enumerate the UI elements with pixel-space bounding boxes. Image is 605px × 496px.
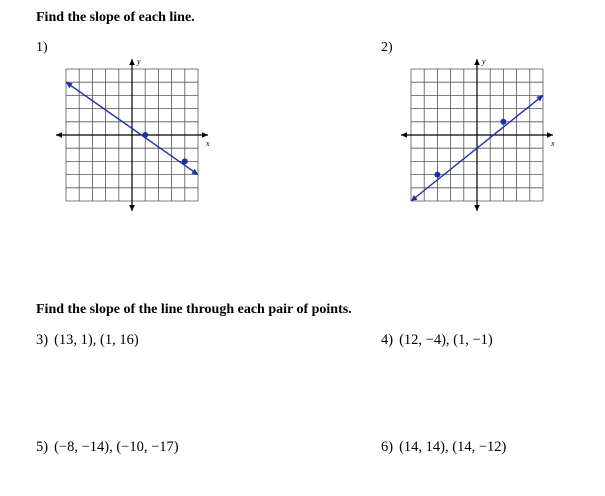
graph-1-arrow-down-icon [129,205,135,211]
problem-2-graph [397,55,557,215]
problem-1-number: 1) [36,40,48,55]
problem-4-points: (12, −4), (1, −1) [399,332,493,348]
problem-6-points: (14, 14), (14, −12) [399,439,507,455]
graph-2-y-label: y [482,57,486,66]
section-1-heading: Find the slope of each line. [36,10,195,25]
graph-2-arrow-up-icon [474,59,480,65]
graph-2-arrow-left-icon [401,132,407,138]
graph-1-line-arrow-start-icon [66,82,73,88]
problem-4-number: 4) [381,332,394,348]
graph-1-arrow-right-icon [202,132,208,138]
problem-5-number: 5) [36,439,49,455]
problem-3 [36,332,139,349]
graph-2-point-2 [500,119,506,125]
section-2-heading: Find the slope of the line through each pair of points. [36,302,352,317]
graph-2-svg [397,55,557,215]
graph-1-arrow-up-icon [129,59,135,65]
graph-2-x-label: x [551,139,555,148]
problem-2-number: 2) [381,40,393,55]
problem-3-points: (13, 1), (1, 16) [54,332,139,348]
problem-5 [36,439,179,456]
graph-2-point-1 [434,172,440,178]
problem-6 [381,439,506,456]
problem-6-number: 6) [381,439,394,455]
graph-1-svg [52,55,212,215]
problem-4 [381,332,493,349]
graph-1-point-2 [182,158,188,164]
graph-1-y-label: y [137,57,141,66]
graph-1-line-arrow-end-icon [191,169,198,175]
problem-5-points: (−8, −14), (−10, −17) [54,439,179,455]
graph-2-arrow-right-icon [547,132,553,138]
graph-2-arrow-down-icon [474,205,480,211]
problem-1-graph [52,55,212,215]
graph-1-point-1 [142,132,148,138]
graph-1-x-label: x [206,139,210,148]
graph-1-arrow-left-icon [56,132,62,138]
problem-3-number: 3) [36,332,49,348]
